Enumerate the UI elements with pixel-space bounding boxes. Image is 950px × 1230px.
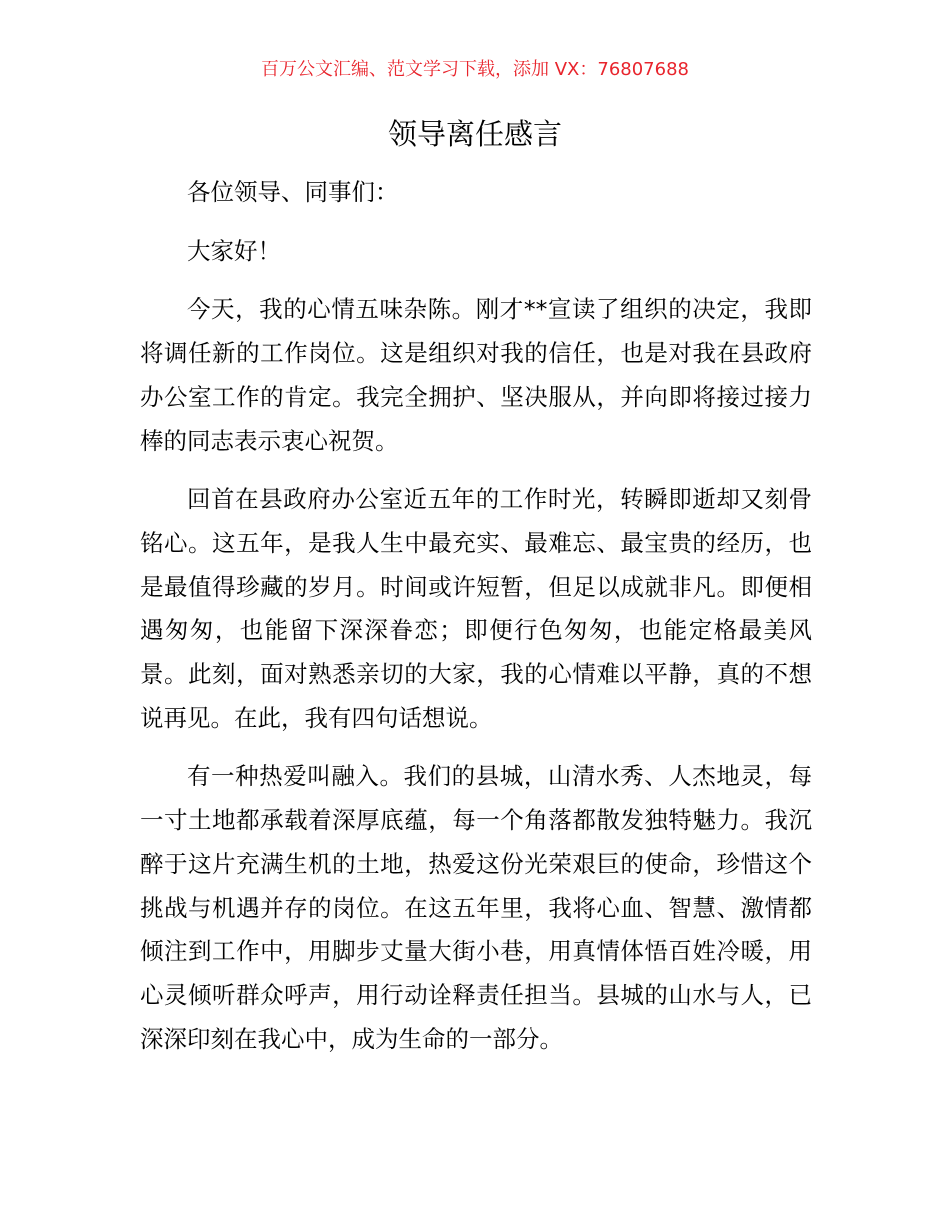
- body-paragraph: 回首在县政府办公室近五年的工作时光，转瞬即逝却又刻骨铭心。这五年，是我人生中最充实、最难忘、最宝贵的经历，也是最值得珍藏的岁月。时间或许短暂，但足以成就非凡。即便相遇匆匆，也能留下深深眷恋；即便行色匆匆，也能定格最美风景。此刻，面对熟悉亲切的大家，我的心情难以平静，真的不想说再见。在此，我有四句话想说。: [140, 485, 812, 732]
- page-title: 领导离任感言: [387, 117, 562, 151]
- salutation-paragraph: 各位领导、同事们：: [187, 178, 399, 206]
- body-paragraph: 今天，我的心情五味杂陈。刚才**宣读了组织的决定，我即将调任新的工作岗位。这是组织对我的信任，也是对我在县政府办公室工作的肯定。我完全拥护、坚决服从，并向即将接过接力棒的同志表示衷心祝贺。: [140, 295, 812, 455]
- body-paragraph: 有一种热爱叫融入。我们的县城，山清水秀、人杰地灵，每一寸土地都承载着深厚底蕴，每一个角落都散发独特魅力。我沉醉于这片充满生机的土地，热爱这份光荣艰巨的使命，珍惜这个挑战与机遇并存的岗位。在这五年里，我将心血、智慧、激情都倾注到工作中，用脚步丈量大街小巷，用真情体悟百姓冷暖，用心灵倾听群众呼声，用行动诠释责任担当。县城的山水与人，已深深印刻在我心中，成为生命的一部分。: [140, 762, 812, 1053]
- document-body: [140, 171, 812, 1076]
- header-note: 百万公文汇编、范文学习下载，添加 VX：76807688: [261, 59, 689, 80]
- greeting-paragraph: 大家好！: [187, 236, 281, 265]
